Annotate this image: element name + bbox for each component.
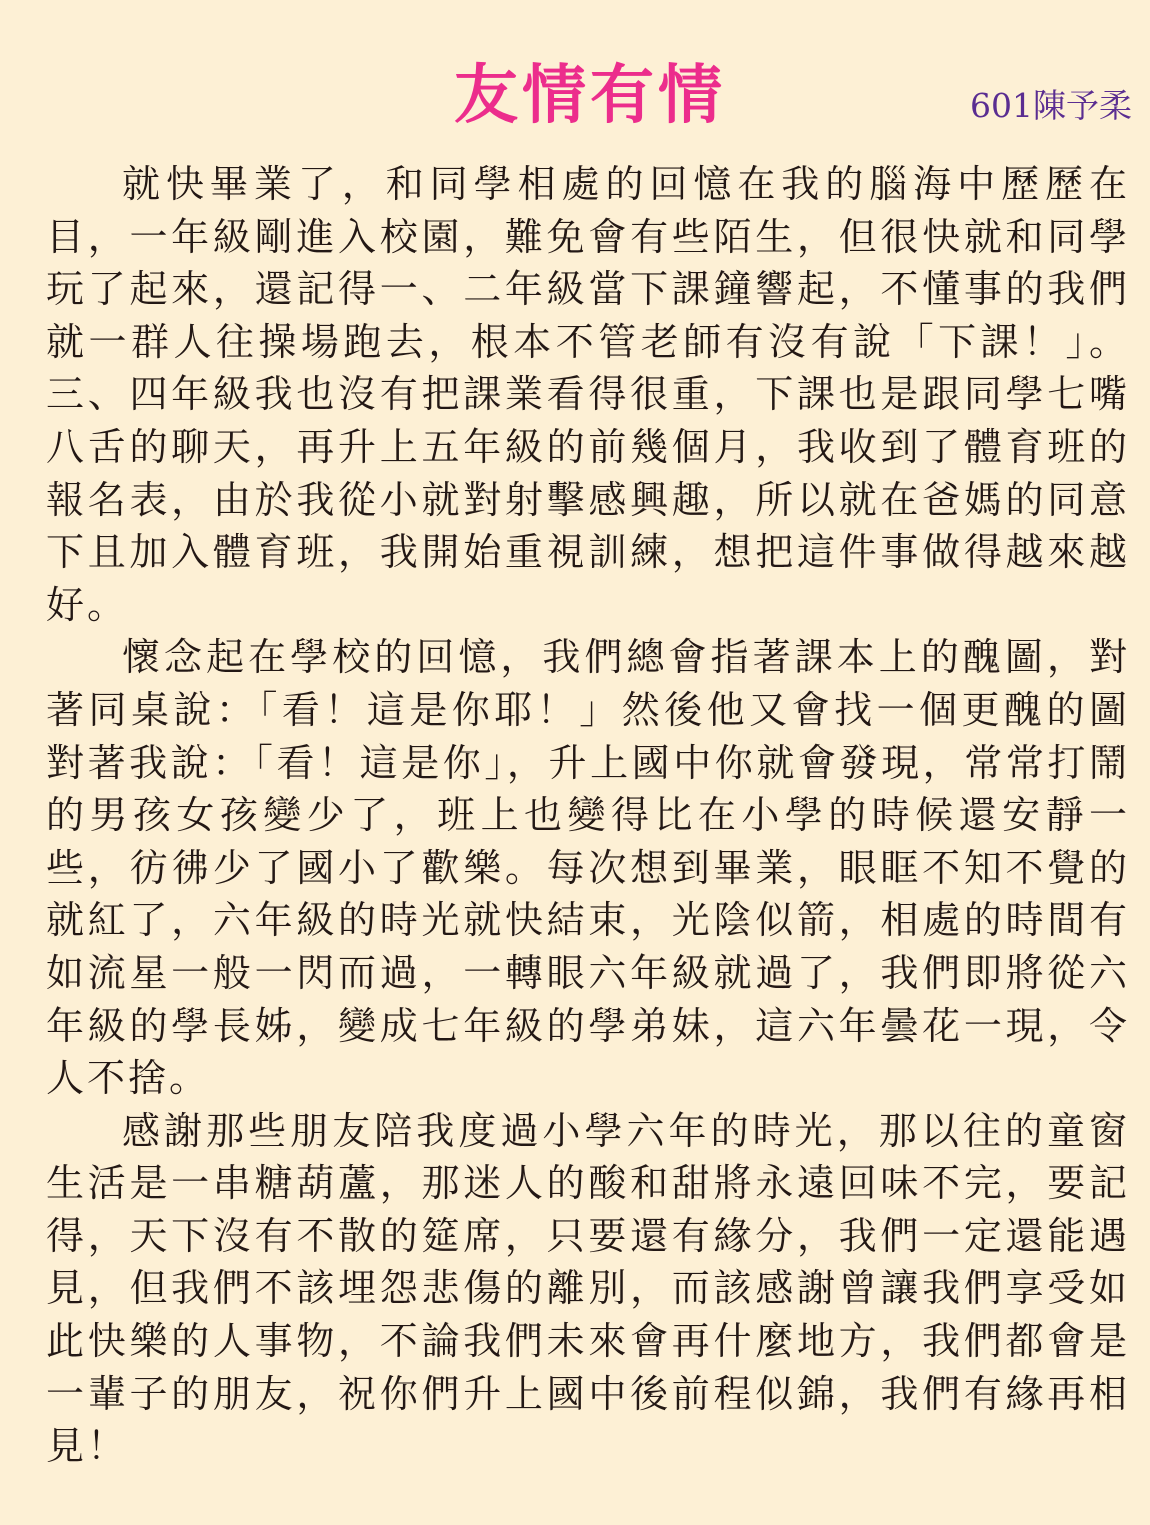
paragraph-1: 就快畢業了，和同學相處的回憶在我的腦海中歷歷在目，一年級剛進入校園，難免會有些陌生，但很快就和同學玩了起來，還記得一、二年級當下課鐘響起，不懂事的我們就一群人往操場跑去，根本不管老師有沒有說「下課！」。三、四年級我也沒有把課業看得很重，下課也是跟同學七嘴八舌的聊天，再升上五年級的前幾個月，我收到了體育班的報名表，由於我從小就對射擊感興趣，所以就在爸媽的同意下且加入體育班，我開始重視訓練，想把這件事做得越來越好。 bbox=[46, 162, 1130, 627]
author-byline: 601陳予柔 bbox=[970, 86, 1132, 125]
paragraph-2: 懷念起在學校的回憶，我們總會指著課本上的醜圖，對著同桌說：「看！這是你耶！」然後他又會找一個更醜的圖對著我說：「看！這是你」，升上國中你就會發現，常常打鬧的男孩女孩變少了，班上也變得比在小學的時候還安靜一些，彷彿少了國小了歡樂。每次想到畢業，眼眶不知不覺的就紅了，六年級的時光就快結束，光陰似箭，相處的時間有如流星一般一閃而過，一轉眼六年級就過了，我們即將從六年級的學長姊，變成七年級的學弟妹，這六年曇花一現，令人不捨。 bbox=[46, 635, 1130, 1101]
paragraph-3: 感謝那些朋友陪我度過小學六年的時光，那以往的童窗生活是一串糖葫蘆，那迷人的酸和甜將永遠回味不完，要記得，天下沒有不散的筵席，只要還有緣分，我們一定還能遇見，但我們不該埋怨悲傷的離別，而該感謝曾讓我們享受如此快樂的人事物，不論我們未來會再什麼地方，我們都會是一輩子的朋友，祝你們升上國中後前程似錦，我們有緣再相見！ bbox=[46, 1108, 1130, 1469]
article-body bbox=[46, 158, 1130, 1473]
article-title: 友情有情 bbox=[454, 59, 726, 133]
